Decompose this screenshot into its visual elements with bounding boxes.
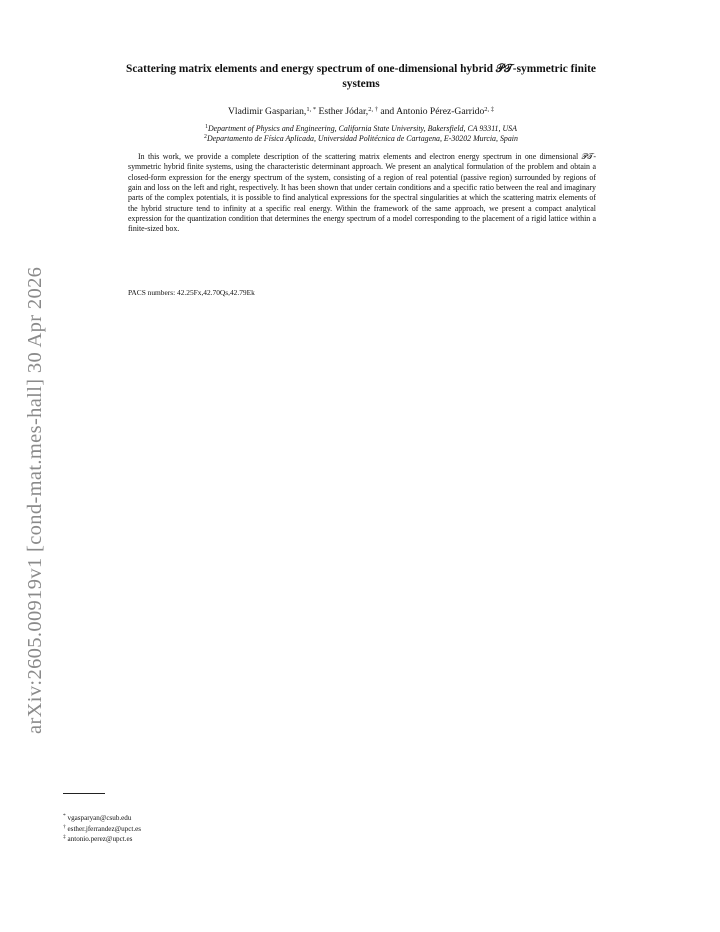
abstract: In this work, we provide a complete description of the scattering matrix elements and electron energy spectrum in one dimensional 𝒫𝒯-symmetric hybrid finite systems, using the characteristic determinant approach. We present an analytical formulation of the problem and obtain a closed-form expression for the energy spectrum of the system, consisting of a region of real potential (passive region) surrounded by regions of gain and loss on the left and right, respectively. It has been shown that under certain conditions and a specific ratio between the real and imaginary parts of the complex potentials, it is possible to find analytical expressions for the spectral singularities at which the scattering matrix elements of the hybrid structure tend to infinity at a specific real energy. Within the framework of the same approach, we present a compact analytical expression for the quantization condition that determines the energy spectrum of a model corresponding to the placement of a rigid lattice within a finite-sized box. — [128, 152, 596, 234]
footnote-email: antonio.perez@upct.es — [67, 835, 133, 844]
footnote-email: esther.jferrandez@upct.es — [67, 824, 142, 833]
title-line-1: Scattering matrix elements and energy spectrum of one-dimensional hybrid 𝒫𝒯-symmetric finite — [126, 63, 596, 75]
paper-title — [70, 62, 652, 92]
affiliation — [70, 124, 652, 134]
footnote-mark: * — [63, 813, 66, 819]
affiliation-number: 2 — [204, 134, 207, 140]
author-affiliation-mark: 2, † — [368, 106, 378, 113]
author-affiliation-mark: 1, * — [306, 106, 317, 113]
pacs-numbers: PACS numbers: 42.25Fx,42.70Qs,42.79Ek — [128, 288, 255, 297]
author-name: and Antonio Pérez-Garrido — [380, 106, 485, 117]
author-list — [70, 106, 652, 118]
affiliation-number: 1 — [205, 124, 208, 130]
footnote — [63, 834, 141, 845]
arxiv-identifier-text: arXiv:2605.00919v1 [cond-mat.mes-hall] 30 Apr 2026 — [24, 266, 46, 734]
author-name: Esther Jódar, — [318, 106, 369, 117]
affiliation-text: Departamento de Física Aplicada, Universidad Politécnica de Cartagena, E-30202 Murcia, Spain — [206, 134, 518, 143]
footnote-mark: † — [63, 823, 66, 830]
footnote — [63, 824, 141, 835]
footnote-email: vgasparyan@csub.edu — [67, 814, 132, 822]
title-line-2: systems — [342, 78, 380, 90]
footnotes — [63, 813, 141, 845]
author-name: Vladimir Gasparian, — [228, 106, 307, 117]
affiliation — [70, 134, 652, 144]
arxiv-identifier-stamp — [22, 200, 48, 734]
footnote-mark: ‡ — [63, 834, 66, 841]
author-affiliation-mark: 2, ‡ — [484, 106, 494, 113]
footnote-divider — [63, 793, 105, 794]
affiliation-text: Department of Physics and Engineering, California State University, Bakersfield, CA 93311, USA — [207, 124, 517, 133]
footnote — [63, 813, 141, 824]
